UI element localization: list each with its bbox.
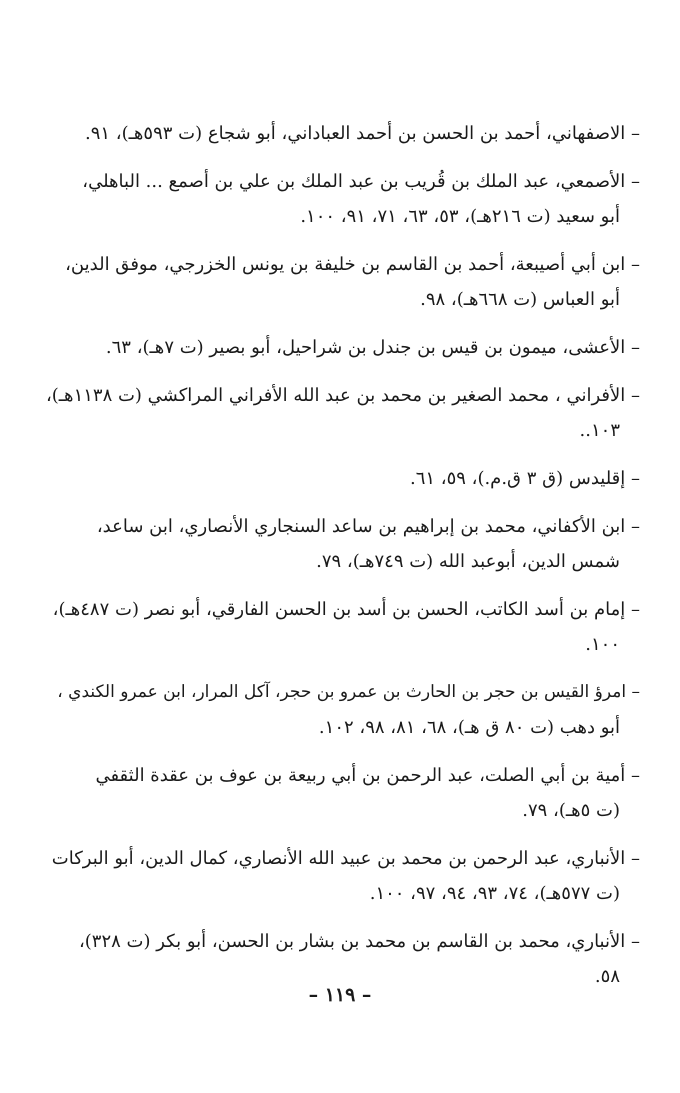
index-entry — [42, 841, 640, 911]
index-entry — [42, 247, 640, 317]
entry-line: – ابن أبي أصيبعة، أحمد بن القاسم بن خليفة بن يونس الخزرجي، موفق الدين، — [65, 254, 640, 275]
index-entry — [42, 592, 640, 662]
index-entry — [42, 116, 640, 151]
index-entry — [42, 675, 640, 745]
entry-line: – الأصمعي، عبد الملك بن قُريب بن عبد الملك بن علي بن أصمع ... الباهلي، — [82, 171, 640, 192]
index-entry — [42, 378, 640, 448]
entry-line: – أمية بن أبي الصلت، عبد الرحمن بن أبي ربيعة بن عوف بن عقدة الثقفي — [95, 765, 640, 786]
entry-line: – الأنباري، محمد بن القاسم بن محمد بن بشار بن الحسن، أبو بكر (ت ٣٢٨)، — [78, 931, 640, 952]
entry-line: – الأفراني ، محمد الصغير بن محمد بن عبد الله الأفراني المراكشي (ت ١١٣٨هـ)، — [45, 385, 640, 406]
index-entry — [42, 509, 640, 579]
entry-line-continued: (ت ٥هـ)، ٧٩. — [522, 800, 620, 821]
index-entry — [42, 758, 640, 828]
entry-line: – ابن الأكفاني، محمد بن إبراهيم بن ساعد السنجاري الأنصاري، ابن ساعد، — [96, 516, 640, 537]
entry-line: – إمام بن أسد الكاتب، الحسن بن أسد بن الحسن الفارقي، أبو نصر (ت ٤٨٧هـ)، — [52, 599, 640, 620]
index-entry — [42, 461, 640, 496]
entry-line-continued: أبو العباس (ت ٦٦٨هـ)، ٩٨. — [420, 289, 620, 310]
entry-line: – الاصفهاني، أحمد بن الحسن بن أحمد العباداني، أبو شجاع (ت ٥٩٣هـ)، ٩١. — [85, 123, 640, 144]
entry-line-continued: شمس الدين، أبوعبد الله (ت ٧٤٩هـ)، ٧٩. — [316, 551, 620, 572]
index-entries — [42, 116, 640, 994]
entry-line: – الأعشى، ميمون بن قيس بن جندل بن شراحيل، أبو بصير (ت ٧هـ)، ٦٣. — [105, 337, 640, 358]
index-entry — [42, 330, 640, 365]
entry-line: – إقليدس (ق ٣ ق.م.)، ٥٩، ٦١. — [409, 468, 640, 489]
entry-line-continued: أبو سعيد (ت ٢١٦هـ)، ٥٣، ٦٣، ٧١، ٩١، ١٠٠. — [300, 206, 620, 227]
entry-line: – امرؤ القيس بن حجر بن الحارث بن عمرو بن حجر، آكل المرار، ابن عمرو الكندي ، — [57, 682, 640, 702]
entry-line-continued: ٥٨. — [594, 966, 620, 987]
entry-line-continued: (ت ٥٧٧هـ)، ٧٤، ٩٣، ٩٤، ٩٧، ١٠٠. — [369, 883, 620, 904]
entry-line: – الأنباري، عبد الرحمن بن محمد بن عبيد الله الأنصاري، كمال الدين، أبو البركات — [51, 848, 640, 869]
index-entry — [42, 164, 640, 234]
page-number: – ١١٩ – — [308, 984, 372, 1006]
entry-line-continued: أبو دهب (ت ٨٠ ق هـ)، ٦٨، ٨١، ٩٨، ١٠٢. — [318, 717, 620, 738]
entry-line-continued: ١٠٣.. — [579, 420, 620, 441]
entry-line-continued: ١٠٠. — [585, 634, 620, 655]
